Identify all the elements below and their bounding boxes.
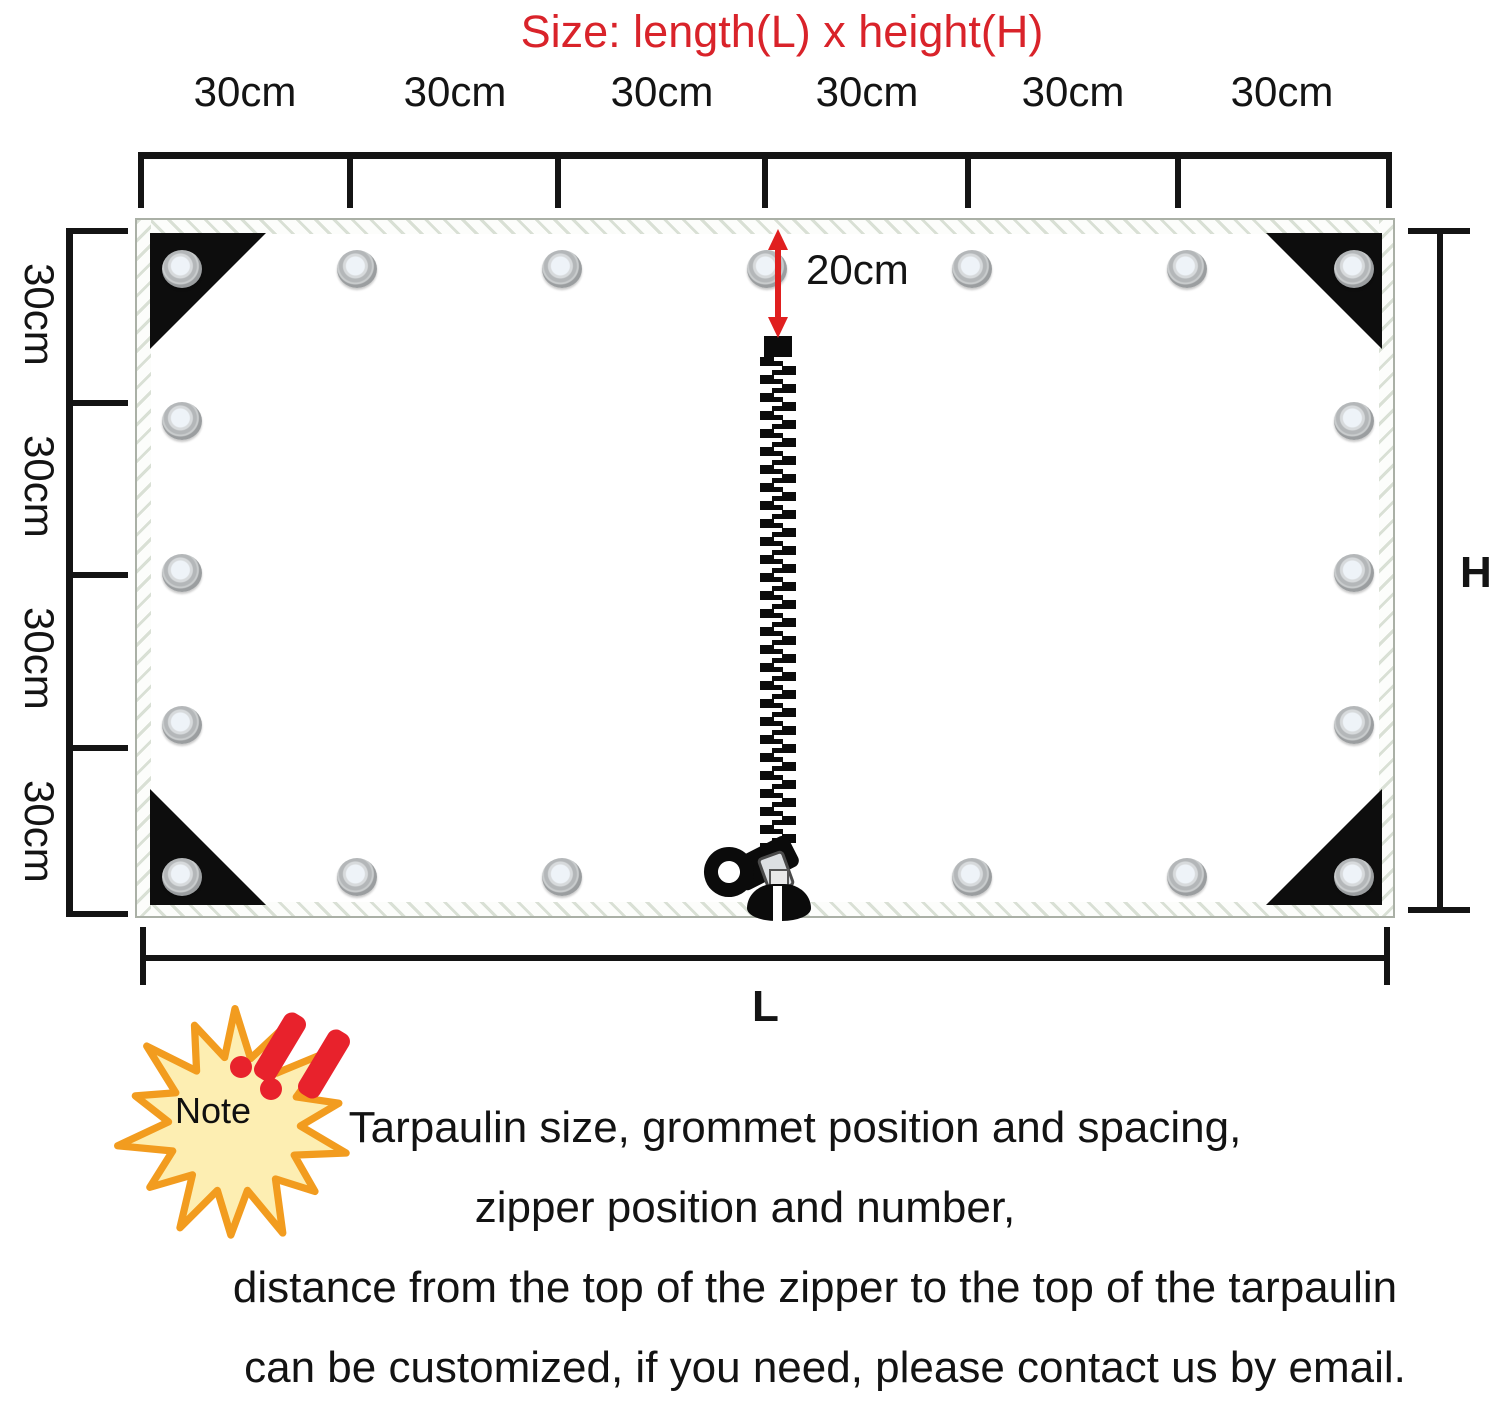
top-dimension-tick — [347, 152, 353, 208]
note-text-line: Tarpaulin size, grommet position and spacing, — [348, 1103, 1242, 1152]
left-dimension-tick — [68, 745, 128, 751]
grommet — [1167, 858, 1207, 896]
grommet — [747, 250, 787, 288]
left-dimension-tick — [68, 228, 128, 234]
left-segment-label: 30cm — [16, 779, 63, 883]
top-segment-label: 30cm — [1230, 68, 1334, 115]
corner-triangle-top-left — [150, 233, 266, 349]
length-dimension-tick — [1384, 927, 1390, 985]
top-dimension-tick — [1386, 152, 1392, 208]
note-text-line: zipper position and number, — [474, 1183, 1016, 1232]
height-dimension-line — [1437, 228, 1443, 913]
grommet — [1334, 554, 1374, 592]
diagram-title: Size: length(L) x height(H) — [520, 6, 1044, 57]
top-segment-label: 30cm — [403, 68, 507, 115]
offset-arrow — [775, 248, 781, 318]
left-dimension-tick — [68, 911, 128, 917]
note-text-line: distance from the top of the zipper to the top of the tarpaulin — [232, 1263, 1398, 1312]
height-label: H — [1460, 548, 1492, 597]
left-segment-label: 30cm — [16, 606, 63, 710]
grommet — [162, 554, 202, 592]
grommet — [1334, 858, 1374, 896]
zipper-offset-label: 20cm — [806, 246, 909, 293]
top-segment-label: 30cm — [193, 68, 297, 115]
height-dimension-cap — [1408, 907, 1470, 913]
height-dimension-cap — [1408, 228, 1470, 234]
grommet — [542, 858, 582, 896]
grommet — [162, 402, 202, 440]
length-label: L — [752, 982, 779, 1031]
grommet — [542, 250, 582, 288]
top-dimension-tick — [1175, 152, 1181, 208]
left-dimension-tick — [68, 572, 128, 578]
corner-triangle-top-right — [1266, 233, 1382, 349]
top-segment-label: 30cm — [610, 68, 714, 115]
offset-arrow-head-up — [768, 229, 788, 250]
grommet — [337, 250, 377, 288]
grommet — [162, 706, 202, 744]
note-text-line: can be customized, if you need, please contact us by email. — [244, 1343, 1406, 1392]
grommet — [337, 858, 377, 896]
top-dimension-tick — [762, 152, 768, 208]
top-dimension-tick — [138, 152, 144, 208]
left-segment-label: 30cm — [16, 262, 63, 366]
grommet — [952, 858, 992, 896]
zipper-bottom-slit — [773, 886, 782, 921]
grommet — [1167, 250, 1207, 288]
top-segment-label: 30cm — [1021, 68, 1125, 115]
top-dimension-tick — [965, 152, 971, 208]
left-segment-label: 30cm — [16, 434, 63, 538]
exclamation-dot-icon — [230, 1056, 252, 1078]
grommet — [162, 858, 202, 896]
exclamation-dot-icon — [260, 1078, 282, 1100]
rope-hem-left — [137, 220, 151, 916]
grommet — [1334, 706, 1374, 744]
zipper-teeth — [760, 357, 796, 854]
zipper-top-stop — [764, 336, 792, 357]
top-dimension-tick — [555, 152, 561, 208]
rope-hem-top — [137, 220, 1393, 234]
note-badge: Note — [174, 1090, 252, 1131]
grommet — [162, 250, 202, 288]
grommet — [952, 250, 992, 288]
left-dimension-tick — [68, 400, 128, 406]
grommet — [1334, 402, 1374, 440]
length-dimension-tick — [140, 927, 146, 985]
top-segment-label: 30cm — [815, 68, 919, 115]
length-dimension-line — [140, 955, 1390, 961]
grommet — [1334, 250, 1374, 288]
offset-arrow-head-down — [768, 317, 788, 338]
